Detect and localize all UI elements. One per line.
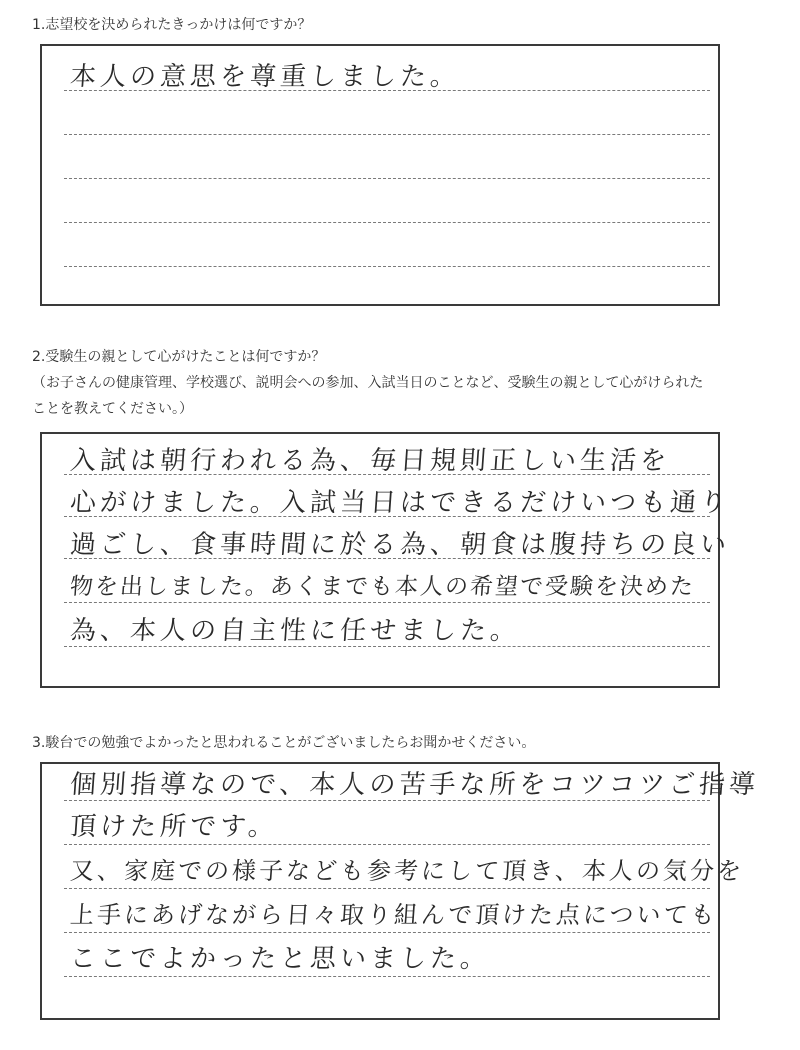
ruled-line	[64, 178, 710, 179]
ruled-line	[64, 474, 710, 475]
question-1: 1.志望校を決められたきっかけは何ですか？	[32, 17, 312, 33]
ruled-line	[64, 602, 710, 603]
answer-line: 為、本人の自主性に任せました。	[68, 616, 522, 646]
answer-box-1	[40, 44, 720, 306]
answer-line: 上手にあげながら日々取り組んで頂けた点についても	[69, 901, 719, 929]
ruled-line	[64, 516, 710, 517]
question-2: 2.受験生の親として心がけたことは何ですか？	[32, 349, 326, 365]
ruled-line	[64, 976, 710, 977]
ruled-line	[64, 932, 710, 933]
ruled-line	[64, 558, 710, 559]
ruled-line	[64, 646, 710, 647]
answer-line: 本人の意思を尊重しました。	[68, 62, 462, 92]
answer-box-3	[40, 762, 761, 1020]
ruled-line	[64, 266, 710, 267]
ruled-line	[64, 222, 710, 223]
ruled-line	[64, 844, 710, 845]
answer-line: ここでよかったと思いました。	[68, 944, 492, 974]
ruled-line	[64, 134, 710, 135]
ruled-line	[64, 90, 710, 91]
answer-line: 物を出しました。あくまでも本人の希望で受験を決めた	[69, 574, 696, 600]
answer-box-2	[40, 432, 732, 688]
answer-line: 個別指導なので、本人の苦手な所をコツコツご指導	[68, 770, 761, 800]
ruled-line	[64, 888, 710, 889]
answer-line: 心がけました。入試当日はできるだけいつも通り	[68, 488, 732, 518]
answer-line: 入試は朝行われる為、毎日規則正しい生活を	[68, 446, 672, 476]
answer-line: 頂けた所です。	[68, 812, 279, 842]
question-3: 3.駿台での勉強でよかったと思われることがございましたらお聞かせください。	[32, 735, 536, 751]
ruled-line	[64, 800, 710, 801]
question-2-subtext-cont: ことを教えてください。）	[32, 401, 193, 417]
question-2-subtext: （お子さんの健康管理、学校選び、説明会への参加、入試当日のことなど、受験生の親として心がけられた	[32, 375, 704, 391]
answer-line: 又、家庭での様子なども参考にして頂き、本人の気分を	[69, 857, 746, 885]
answer-line: 過ごし、食事時間に於る為、朝食は腹持ちの良い	[68, 530, 732, 560]
